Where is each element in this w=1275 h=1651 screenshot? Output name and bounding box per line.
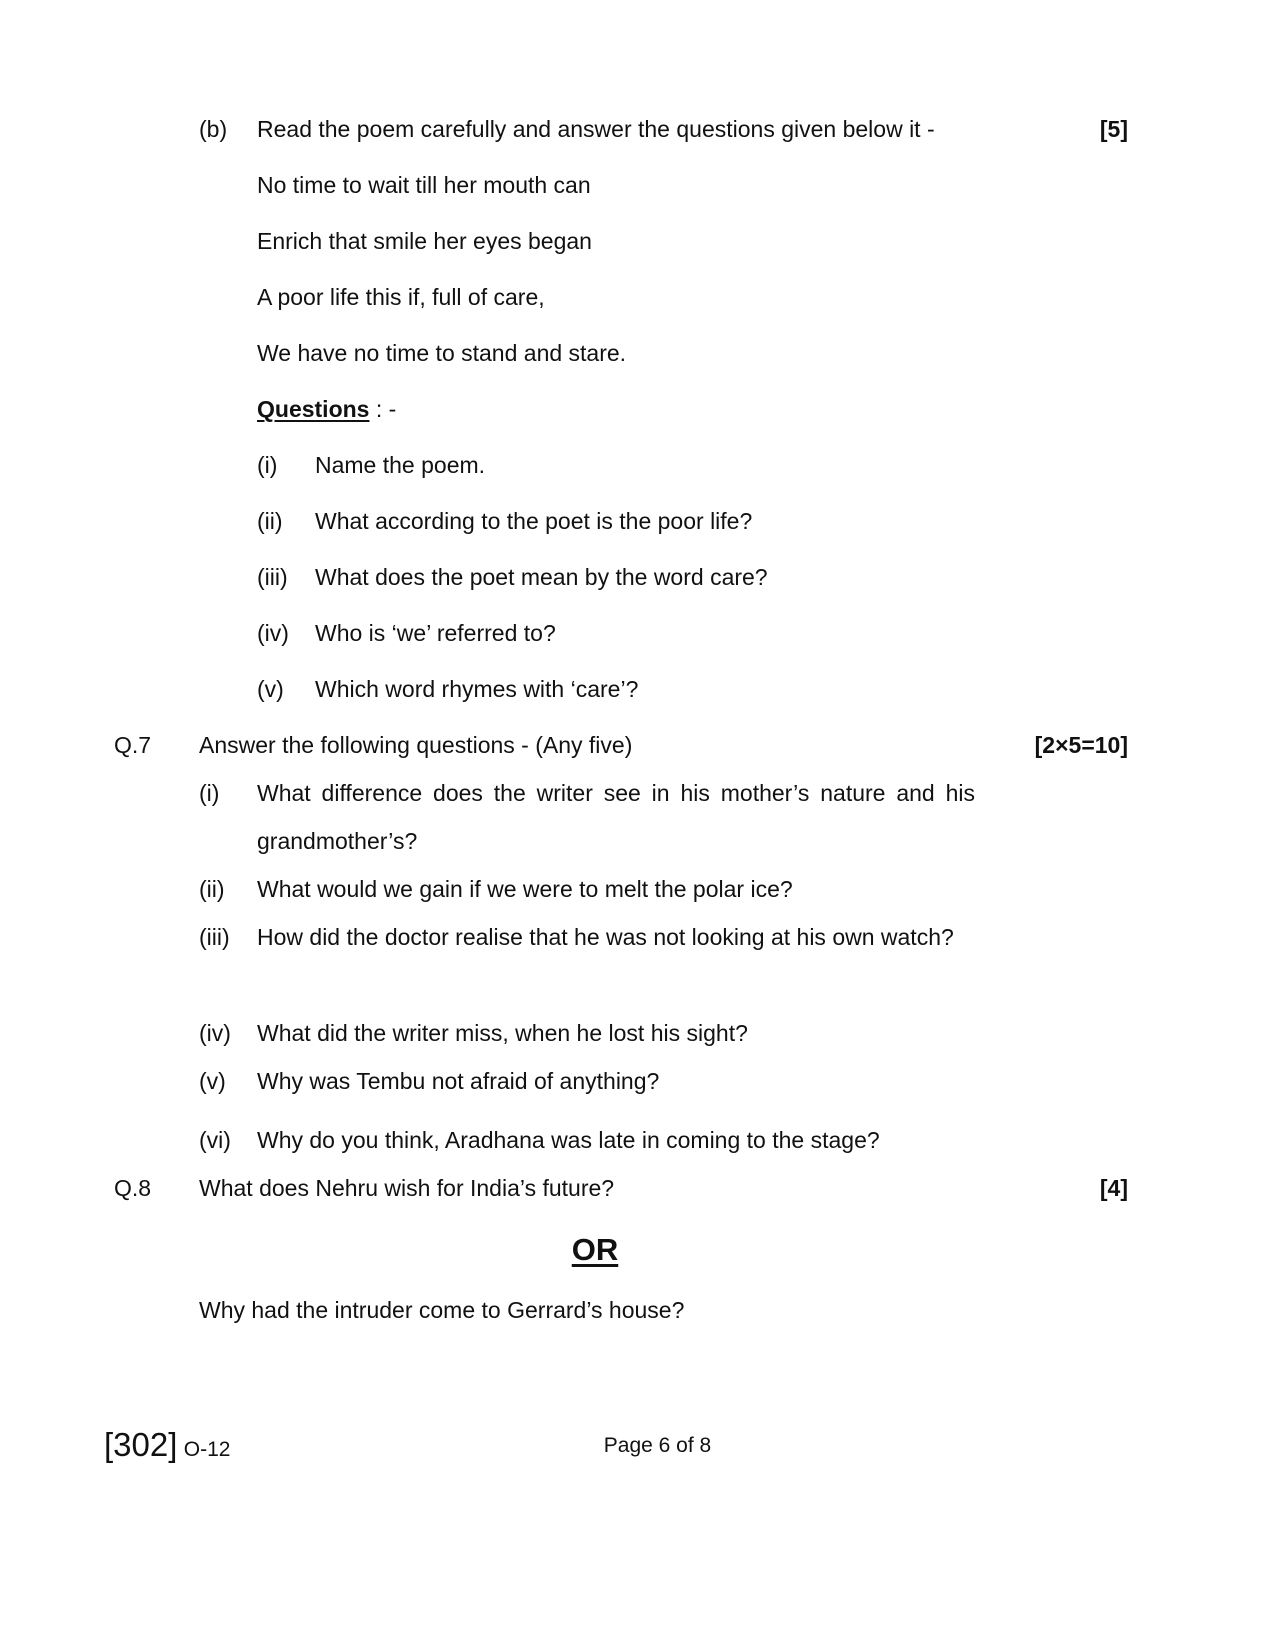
marks-8: [4] <box>1099 1175 1128 1201</box>
sub-question-number: (ii) <box>257 508 283 534</box>
set-code: O-12 <box>183 1438 231 1461</box>
sub-question-number: (iv) <box>257 620 289 646</box>
sub-question-text: What difference does the writer see in his mother’s nature and his grandmother’s? <box>257 780 975 854</box>
marks-7: [2×5=10] <box>1034 732 1128 758</box>
question-7-instruction: Answer the following questions - (Any five) <box>199 732 633 758</box>
or-separator: OR <box>571 1232 619 1267</box>
sub-question-number: (iii) <box>199 924 230 950</box>
sub-question-number: (v) <box>199 1068 226 1094</box>
marks-6b: [5] <box>1099 116 1128 142</box>
poem-line-1: No time to wait till her mouth can <box>257 172 591 198</box>
sub-question-text: Why was Tembu not afraid of anything? <box>257 1068 660 1094</box>
sub-question-text: What does the poet mean by the word care? <box>315 564 768 590</box>
question-label-7: Q.7 <box>114 732 152 758</box>
sub-question-text: What did the writer miss, when he lost his sight? <box>257 1020 748 1046</box>
sub-question-text: How did the doctor realise that he was not looking at his own watch? <box>257 924 954 950</box>
poem-line-3: A poor life this if, full of care, <box>257 284 545 310</box>
sub-question-text: What according to the poet is the poor life? <box>315 508 753 534</box>
question-8-text: What does Nehru wish for India’s future? <box>199 1175 615 1201</box>
sub-question-number: (v) <box>257 676 284 702</box>
question-8-alternative: Why had the intruder come to Gerrard’s house? <box>199 1297 685 1323</box>
sub-question-number: (iv) <box>199 1020 231 1046</box>
questions-heading-suffix: : - <box>369 396 397 422</box>
questions-heading-text: Questions <box>257 396 370 422</box>
questions-heading <box>257 395 396 423</box>
page-number: Page 6 of 8 <box>603 1434 712 1457</box>
poem-line-2: Enrich that smile her eyes began <box>257 228 592 254</box>
sub-question-number: (i) <box>257 452 278 478</box>
sub-question-number: (ii) <box>199 876 225 902</box>
question-6b-instruction: Read the poem carefully and answer the questions given below it - <box>257 116 935 142</box>
sub-question-text: Which word rhymes with ‘care’? <box>315 676 639 702</box>
sub-question-number: (iii) <box>257 564 288 590</box>
sub-question-number: (vi) <box>199 1127 231 1153</box>
sub-question-text: Why do you think, Aradhana was late in coming to the stage? <box>257 1127 880 1153</box>
question-label-6b: (b) <box>199 116 228 142</box>
sub-question-text: Who is ‘we’ referred to? <box>315 620 556 646</box>
sub-question-number: (i) <box>199 780 220 806</box>
poem-line-4: We have no time to stand and stare. <box>257 340 627 366</box>
paper-code-number: [302] <box>104 1426 178 1463</box>
sub-question-text: What would we gain if we were to melt the polar ice? <box>257 876 793 902</box>
sub-question-text: Name the poem. <box>315 452 486 478</box>
question-label-8: Q.8 <box>114 1175 152 1201</box>
